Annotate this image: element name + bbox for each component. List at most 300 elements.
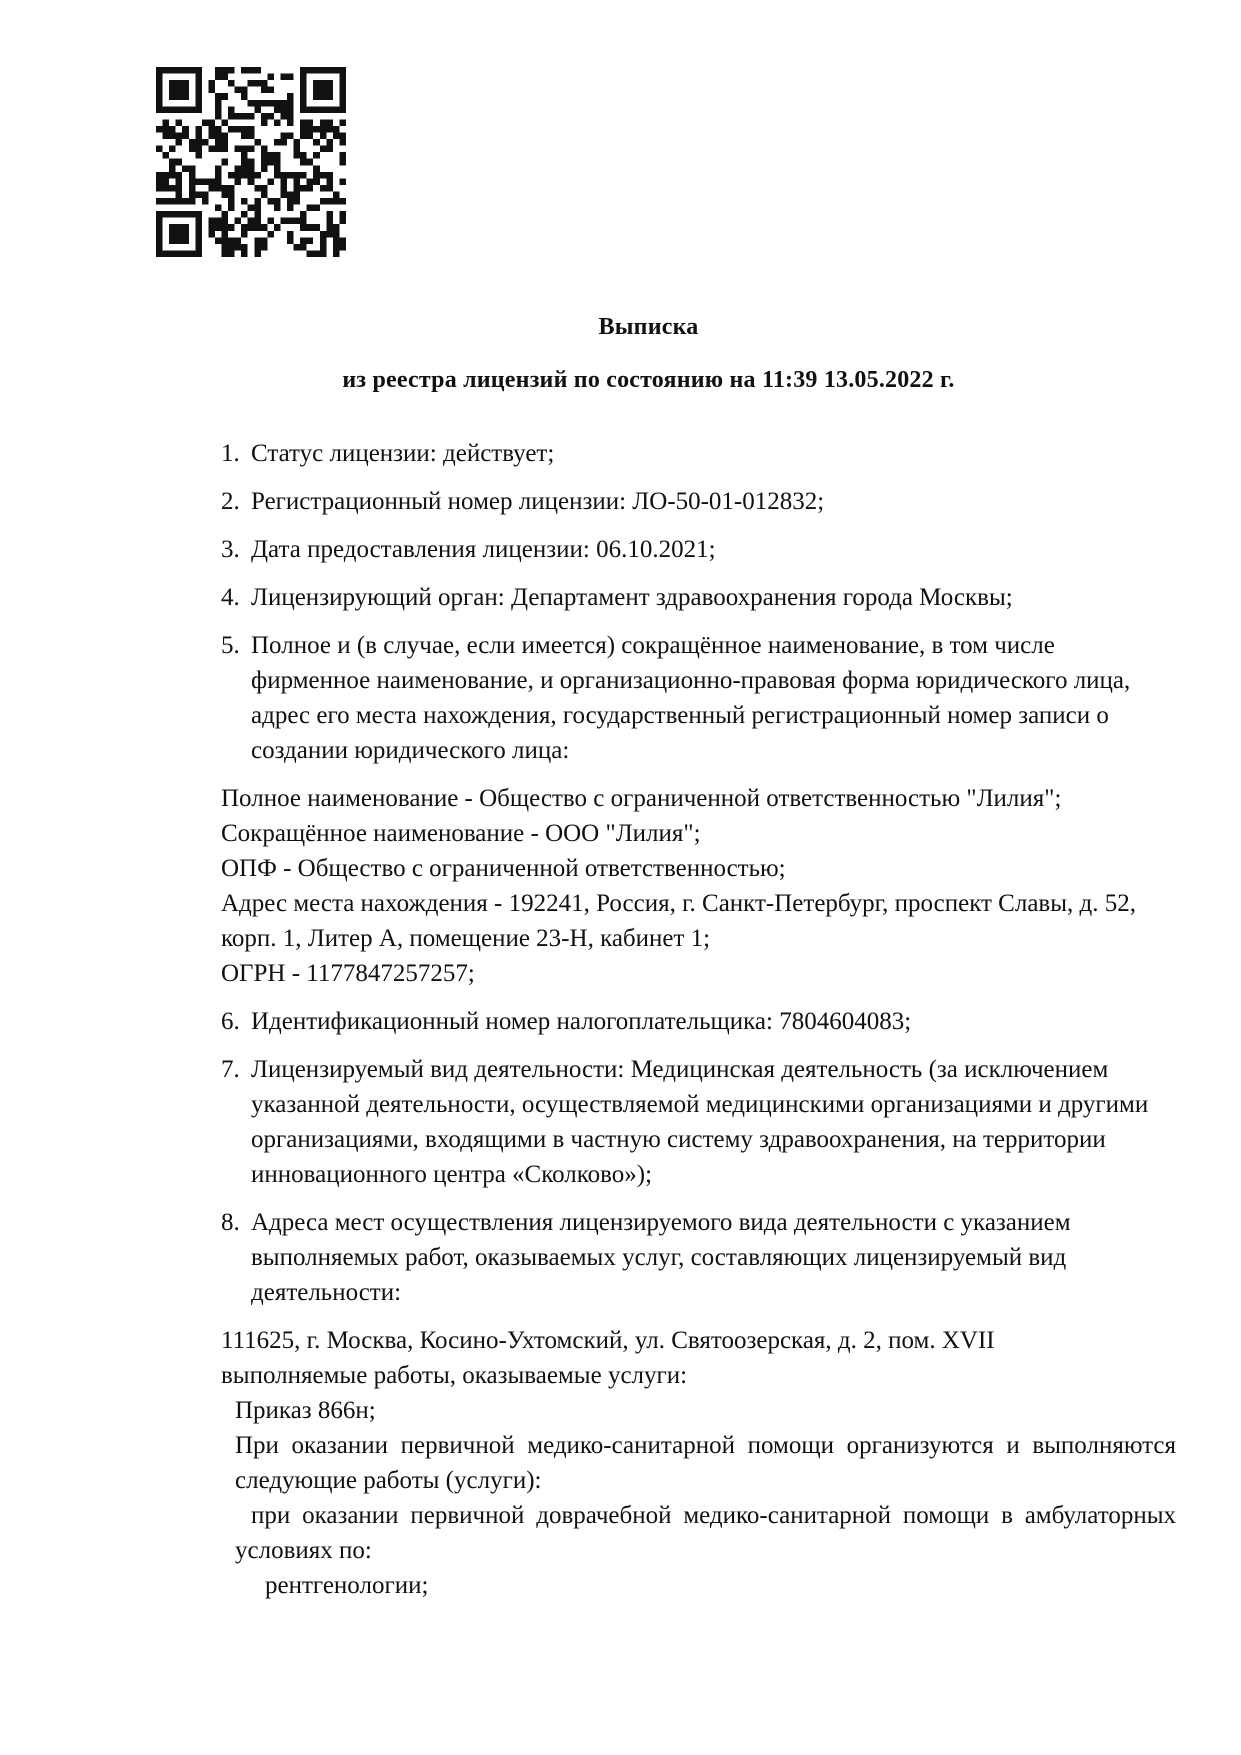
qr-module [156, 80, 163, 87]
qr-module [320, 93, 327, 100]
qr-module [261, 244, 268, 251]
qr-module [267, 87, 274, 94]
qr-module [307, 126, 314, 133]
list-item [221, 436, 1181, 471]
qr-module [156, 178, 163, 185]
qr-module [287, 198, 294, 205]
qr-module [176, 139, 183, 146]
qr-module [156, 185, 163, 192]
list-item [221, 1205, 1131, 1310]
qr-module [339, 93, 346, 100]
qr-module [274, 106, 281, 113]
item-text: Полное и (в случае, если имеется) сокращённое наименование, в том числе фирменное наименование, и организационно-правовая форма юридического лица, адрес его места нахождения, государственный регистрационный номер записи о создании юридического лица: [251, 632, 1131, 764]
qr-module [235, 172, 242, 179]
item-text: Идентификационный номер налогоплательщика: 7804604083; [251, 1008, 912, 1035]
qr-module [254, 250, 261, 257]
qr-module [235, 237, 242, 244]
document-title: Выписка [598, 314, 699, 340]
qr-module [300, 126, 307, 133]
qr-module [313, 224, 320, 231]
qr-module [307, 224, 314, 231]
qr-module [326, 198, 333, 205]
qr-module [195, 67, 202, 74]
qr-module [176, 211, 183, 218]
qr-module [195, 106, 202, 113]
qr-module [195, 80, 202, 87]
qr-module [248, 67, 255, 74]
qr-module [163, 67, 170, 74]
qr-module [195, 146, 202, 153]
qr-module [274, 198, 281, 205]
qr-module [261, 119, 268, 126]
qr-module [267, 159, 274, 166]
qr-module [280, 113, 287, 120]
qr-module [195, 139, 202, 146]
qr-module [339, 133, 346, 140]
qr-module [163, 250, 170, 257]
qr-module [326, 119, 333, 126]
qr-module [274, 119, 281, 126]
qr-module [195, 74, 202, 81]
qr-module [169, 87, 176, 94]
qr-module [228, 205, 235, 212]
qr-module [300, 159, 307, 166]
qr-module [339, 67, 346, 74]
list-item [221, 1004, 1181, 1039]
qr-module [313, 106, 320, 113]
qr-module [189, 165, 196, 172]
qr-module [294, 185, 301, 192]
qr-module [241, 172, 248, 179]
qr-module [339, 244, 346, 251]
qr-module [182, 231, 189, 238]
qr-module [326, 146, 333, 153]
qr-module [176, 93, 183, 100]
qr-module [320, 119, 327, 126]
qr-module [195, 250, 202, 257]
qr-module [202, 139, 209, 146]
qr-module [313, 87, 320, 94]
qr-module [176, 106, 183, 113]
qr-module [333, 133, 340, 140]
qr-module [156, 244, 163, 251]
qr-module [156, 237, 163, 244]
qr-module [287, 205, 294, 212]
location-address: 111625, г. Москва, Косино-Ухтомский, ул. Святоозерская, д. 2, пом. XVII [221, 1327, 995, 1354]
org-opf: ОПФ - Общество с ограниченной ответственностью; [221, 855, 786, 882]
qr-module [241, 87, 248, 94]
qr-module [222, 211, 229, 218]
qr-module [169, 146, 176, 153]
qr-module [182, 67, 189, 74]
qr-module [248, 172, 255, 179]
qr-module [261, 87, 268, 94]
qr-module [254, 67, 261, 74]
qr-module [267, 231, 274, 238]
qr-module [339, 139, 346, 146]
qr-module [320, 67, 327, 74]
item-number: 4. [221, 584, 240, 611]
qr-module [248, 205, 255, 212]
qr-module [169, 198, 176, 205]
qr-module [176, 191, 183, 198]
qr-module [267, 178, 274, 185]
qr-module [215, 113, 222, 120]
qr-module [267, 152, 274, 159]
item-text: Статус лицензии: действует; [251, 440, 555, 467]
qr-module [228, 113, 235, 120]
qr-module [202, 178, 209, 185]
organization-details [221, 781, 1141, 991]
item-number: 7. [221, 1056, 240, 1083]
qr-module [176, 224, 183, 231]
qr-module [176, 133, 183, 140]
qr-module [326, 211, 333, 218]
qr-module [241, 126, 248, 133]
document-body [221, 436, 1181, 1616]
qr-module [176, 119, 183, 126]
qr-module [195, 224, 202, 231]
qr-module [169, 165, 176, 172]
qr-module [241, 159, 248, 166]
qr-module [274, 205, 281, 212]
qr-module [182, 211, 189, 218]
qr-module [320, 146, 327, 153]
qr-module [195, 231, 202, 238]
qr-module [202, 198, 209, 205]
document-subtitle: из реестра лицензий по состоянию на 11:39 13.05.2022 г. [342, 367, 955, 393]
qr-module [307, 178, 314, 185]
qr-module [261, 159, 268, 166]
qr-module [163, 172, 170, 179]
qr-module [163, 198, 170, 205]
qr-module [222, 139, 229, 146]
qr-module [333, 224, 340, 231]
qr-module [208, 178, 215, 185]
qr-module [182, 250, 189, 257]
qr-module [235, 113, 242, 120]
qr-module [241, 224, 248, 231]
qr-module [222, 244, 229, 251]
qr-module [195, 244, 202, 251]
qr-module [287, 172, 294, 179]
qr-module [248, 113, 255, 120]
qr-module [228, 224, 235, 231]
qr-module [241, 67, 248, 74]
list-item [221, 532, 1181, 567]
qr-module [222, 146, 229, 153]
qr-module [326, 126, 333, 133]
qr-module [235, 178, 242, 185]
qr-module [320, 237, 327, 244]
qr-module [254, 80, 261, 87]
qr-module [248, 159, 255, 166]
qr-module [228, 237, 235, 244]
qr-module [254, 172, 261, 179]
qr-module [280, 172, 287, 179]
qr-module [320, 126, 327, 133]
item-number: 2. [221, 488, 240, 515]
qr-module [300, 172, 307, 179]
qr-module [294, 218, 301, 225]
activity-location [221, 1323, 1176, 1603]
qr-module [222, 159, 229, 166]
qr-module [156, 87, 163, 94]
qr-module [313, 126, 320, 133]
qr-module [254, 100, 261, 107]
qr-module [215, 126, 222, 133]
qr-module [300, 237, 307, 244]
qr-module [235, 126, 242, 133]
qr-module [195, 93, 202, 100]
qr-module [320, 231, 327, 238]
qr-module [300, 224, 307, 231]
qr-module [294, 146, 301, 153]
qr-module [169, 67, 176, 74]
qr-module [300, 93, 307, 100]
qr-module [215, 106, 222, 113]
qr-module [169, 172, 176, 179]
qr-module [261, 191, 268, 198]
qr-module [326, 178, 333, 185]
qr-module [215, 146, 222, 153]
org-ogrn: ОГРН - 1177847257257; [221, 960, 475, 987]
qr-module [241, 93, 248, 100]
qr-module [248, 126, 255, 133]
qr-module [222, 74, 229, 81]
item-number: 3. [221, 536, 240, 563]
qr-module [300, 106, 307, 113]
qr-module [208, 146, 215, 153]
qr-module [222, 224, 229, 231]
qr-module [163, 119, 170, 126]
qr-module [156, 74, 163, 81]
qr-module [215, 178, 222, 185]
qr-module [294, 191, 301, 198]
qr-module [228, 198, 235, 205]
qr-module [208, 126, 215, 133]
qr-module [333, 67, 340, 74]
qr-module [333, 237, 340, 244]
qr-module [195, 218, 202, 225]
qr-module [280, 133, 287, 140]
qr-module [248, 146, 255, 153]
qr-module [156, 172, 163, 179]
qr-module [195, 191, 202, 198]
qr-module [339, 119, 346, 126]
qr-module [215, 165, 222, 172]
qr-module [169, 126, 176, 133]
qr-module [215, 133, 222, 140]
qr-module [339, 198, 346, 205]
qr-module [182, 198, 189, 205]
pre-doctor-care-text [221, 1498, 1176, 1568]
qr-module [320, 80, 327, 87]
qr-module [189, 191, 196, 198]
qr-module [215, 205, 222, 212]
qr-module [300, 74, 307, 81]
qr-module [254, 244, 261, 251]
item-text: Лицензирующий орган: Департамент здравоохранения города Москвы; [251, 584, 1013, 611]
qr-module [287, 218, 294, 225]
qr-module [241, 231, 248, 238]
list-item [221, 1052, 1181, 1192]
qr-module [176, 237, 183, 244]
qr-module [294, 244, 301, 251]
qr-module [261, 152, 268, 159]
qr-module [254, 237, 261, 244]
qr-module [300, 218, 307, 225]
qr-module [163, 211, 170, 218]
qr-module [156, 211, 163, 218]
qr-module [222, 231, 229, 238]
qr-module [267, 74, 274, 81]
qr-module [287, 133, 294, 140]
qr-module [313, 250, 320, 257]
org-full-name: Полное наименование - Общество с ограниченной ответственностью "Лилия"; [221, 785, 1062, 812]
qr-module [254, 185, 261, 192]
qr-module [307, 133, 314, 140]
qr-module [169, 231, 176, 238]
qr-module [274, 159, 281, 166]
qr-module [339, 106, 346, 113]
qr-module [163, 185, 170, 192]
qr-module [320, 133, 327, 140]
qr-module [228, 191, 235, 198]
qr-module [241, 244, 248, 251]
qr-module [176, 198, 183, 205]
qr-module [235, 244, 242, 251]
qr-module [228, 250, 235, 257]
qr-module [156, 93, 163, 100]
qr-module [195, 133, 202, 140]
qr-module [169, 211, 176, 218]
qr-module [215, 218, 222, 225]
qr-module [326, 80, 333, 87]
qr-module [320, 185, 327, 192]
qr-module [248, 80, 255, 87]
qr-module [320, 106, 327, 113]
qr-module [182, 165, 189, 172]
qr-module [307, 159, 314, 166]
qr-module [189, 211, 196, 218]
qr-module [280, 74, 287, 81]
qr-module [339, 74, 346, 81]
qr-module [163, 178, 170, 185]
qr-module [156, 231, 163, 238]
qr-module [287, 113, 294, 120]
qr-module [228, 106, 235, 113]
qr-module [326, 87, 333, 94]
qr-module [300, 87, 307, 94]
qr-module [326, 93, 333, 100]
qr-module [189, 172, 196, 179]
qr-module [156, 218, 163, 225]
qr-module [169, 185, 176, 192]
qr-module [241, 133, 248, 140]
qr-module [215, 74, 222, 81]
qr-module [176, 67, 183, 74]
qr-module [169, 237, 176, 244]
qr-module [176, 185, 183, 192]
qr-module [169, 106, 176, 113]
qr-module [156, 198, 163, 205]
qr-module [228, 172, 235, 179]
qr-module [215, 185, 222, 192]
qr-module [313, 178, 320, 185]
qr-module [195, 87, 202, 94]
qr-module [169, 93, 176, 100]
qr-code-image [156, 67, 346, 257]
qr-module [156, 67, 163, 74]
qr-module [300, 211, 307, 218]
qr-module [241, 250, 248, 257]
qr-module [339, 80, 346, 87]
qr-module [254, 211, 261, 218]
qr-module [208, 119, 215, 126]
qr-module [294, 152, 301, 159]
qr-module [208, 133, 215, 140]
qr-module [339, 100, 346, 107]
qr-module [156, 100, 163, 107]
qr-module [208, 185, 215, 192]
qr-module [195, 237, 202, 244]
item-text: Регистрационный номер лицензии: ЛО-50-01-012832; [251, 488, 825, 515]
qr-module [333, 198, 340, 205]
qr-module [254, 218, 261, 225]
qr-module [208, 231, 215, 238]
qr-module [326, 67, 333, 74]
qr-module [202, 191, 209, 198]
qr-module [280, 100, 287, 107]
qr-module [156, 126, 163, 133]
qr-module [333, 106, 340, 113]
qr-module [333, 231, 340, 238]
qr-code [156, 67, 346, 257]
qr-module [313, 152, 320, 159]
qr-module [241, 113, 248, 120]
qr-module [169, 224, 176, 231]
qr-module [222, 191, 229, 198]
qr-module [280, 139, 287, 146]
qr-module [261, 100, 268, 107]
qr-module [241, 165, 248, 172]
qr-module [307, 250, 314, 257]
qr-module [228, 126, 235, 133]
qr-module [326, 218, 333, 225]
qr-module [222, 218, 229, 225]
qr-module [261, 80, 268, 87]
qr-module [280, 106, 287, 113]
qr-module [280, 191, 287, 198]
qr-module [339, 178, 346, 185]
qr-module [202, 119, 209, 126]
qr-module [339, 237, 346, 244]
qr-module [267, 198, 274, 205]
qr-module [307, 205, 314, 212]
qr-module [195, 100, 202, 107]
qr-module [156, 106, 163, 113]
qr-module [320, 172, 327, 179]
qr-module [267, 218, 274, 225]
qr-module [182, 126, 189, 133]
item-text: Дата предоставления лицензии: 06.10.2021; [251, 536, 716, 563]
qr-module [215, 237, 222, 244]
qr-module [320, 198, 327, 205]
qr-module [287, 93, 294, 100]
qr-module [261, 237, 268, 244]
qr-module [307, 106, 314, 113]
